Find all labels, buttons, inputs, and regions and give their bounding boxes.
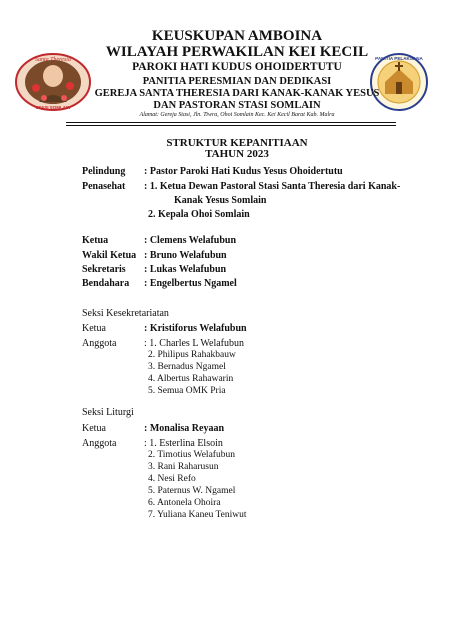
sekretariatan-ketua-value: : Kristiforus Welafubun: [144, 323, 247, 334]
list-item: : 1. Esterlina Elsoin: [144, 438, 223, 449]
header-divider-thick: [66, 122, 396, 123]
wakil-ketua-label: Wakil Ketua: [82, 250, 137, 261]
letterhead-parish: PAROKI HATI KUDUS OHOIDERTUTU: [132, 61, 342, 73]
penasehat-value-1-cont: Kanak Yesus Somlain: [174, 195, 267, 206]
list-item: 4. Nesi Refo: [148, 474, 196, 484]
bendahara-value: : Engelbertus Ngamel: [144, 278, 237, 289]
document-year: TAHUN 2023: [205, 148, 269, 160]
list-item: 7. Yuliana Kaneu Teniwut: [148, 510, 247, 520]
logo-left-caption-top: Santa Theresia: [35, 57, 71, 63]
logo-left-caption-bottom: STASI SOMLAIN: [35, 105, 71, 110]
list-item: 3. Rani Raharusun: [148, 462, 219, 472]
pelindung-label: Pelindung: [82, 166, 126, 177]
penasehat-value-2: 2. Kepala Ohoi Somlain: [148, 209, 250, 220]
ketua-value: : Clemens Welafubun: [144, 235, 237, 246]
liturgi-ketua-label: Ketua: [82, 423, 106, 434]
letterhead-committee: PANITIA PERESMIAN DAN DEDIKASI: [142, 76, 332, 87]
penasehat-label: Penasehat: [82, 181, 126, 192]
letterhead-region: WILAYAH PERWAKILAN KEI KECIL: [105, 44, 369, 60]
letterhead-address: Alamat: Gereja Stasi, Jln. Tiwra, Ohoi Somlain Kec. Kei Kecil Barat Kab. Malra: [139, 112, 335, 118]
liturgi-ketua-value: : Monalisa Reyaan: [144, 423, 224, 434]
letterhead: [0, 0, 474, 120]
document-title: STRUKTUR KEPANITIAAN: [166, 137, 308, 149]
list-item: 2. Timotius Welafubun: [148, 450, 235, 460]
list-item: 6. Antonela Ohoira: [148, 498, 221, 508]
liturgi-anggota-label: Anggota: [82, 438, 117, 449]
list-item: 4. Albertus Rahawarin: [148, 374, 234, 384]
letterhead-diocese: KEUSKUPAN AMBOINA: [151, 28, 323, 44]
list-item: 3. Bernadus Ngamel: [148, 362, 226, 372]
letterhead-church: GEREJA SANTA THERESIA DARI KANAK-KANAK YESUS: [94, 88, 380, 99]
letterhead-pastoran: DAN PASTORAN STASI SOMLAIN: [153, 100, 321, 111]
sekretaris-value: : Lukas Welafubun: [144, 264, 227, 275]
sekretariatan-ketua-label: Ketua: [82, 323, 106, 334]
list-item: 5. Semua OMK Pria: [148, 386, 226, 396]
sekretariatan-anggota-label: Anggota: [82, 338, 117, 349]
pelindung-value: : Pastor Paroki Hati Kudus Yesus Ohoidertutu: [144, 166, 343, 177]
list-item: 2. Philipus Rahakbauw: [148, 350, 236, 360]
logo-right-caption: PANITIA PELAKSANA: [375, 56, 423, 61]
seksi-kesekretariatan-heading: Seksi Kesekretariatan: [82, 308, 169, 319]
header-divider-thin: [66, 125, 396, 126]
penasehat-value-1: : 1. Ketua Dewan Pastoral Stasi Santa Theresia dari Kanak-: [144, 181, 401, 192]
ketua-label: Ketua: [82, 235, 109, 246]
bendahara-label: Bendahara: [82, 278, 130, 289]
wakil-ketua-value: : Bruno Welafubun: [144, 250, 227, 261]
seksi-liturgi-heading: Seksi Liturgi: [82, 407, 134, 418]
sekretaris-label: Sekretaris: [82, 264, 126, 275]
list-item: : 1. Charles L Welafubun: [144, 338, 245, 349]
list-item: 5. Paternus W. Ngamel: [148, 486, 236, 496]
